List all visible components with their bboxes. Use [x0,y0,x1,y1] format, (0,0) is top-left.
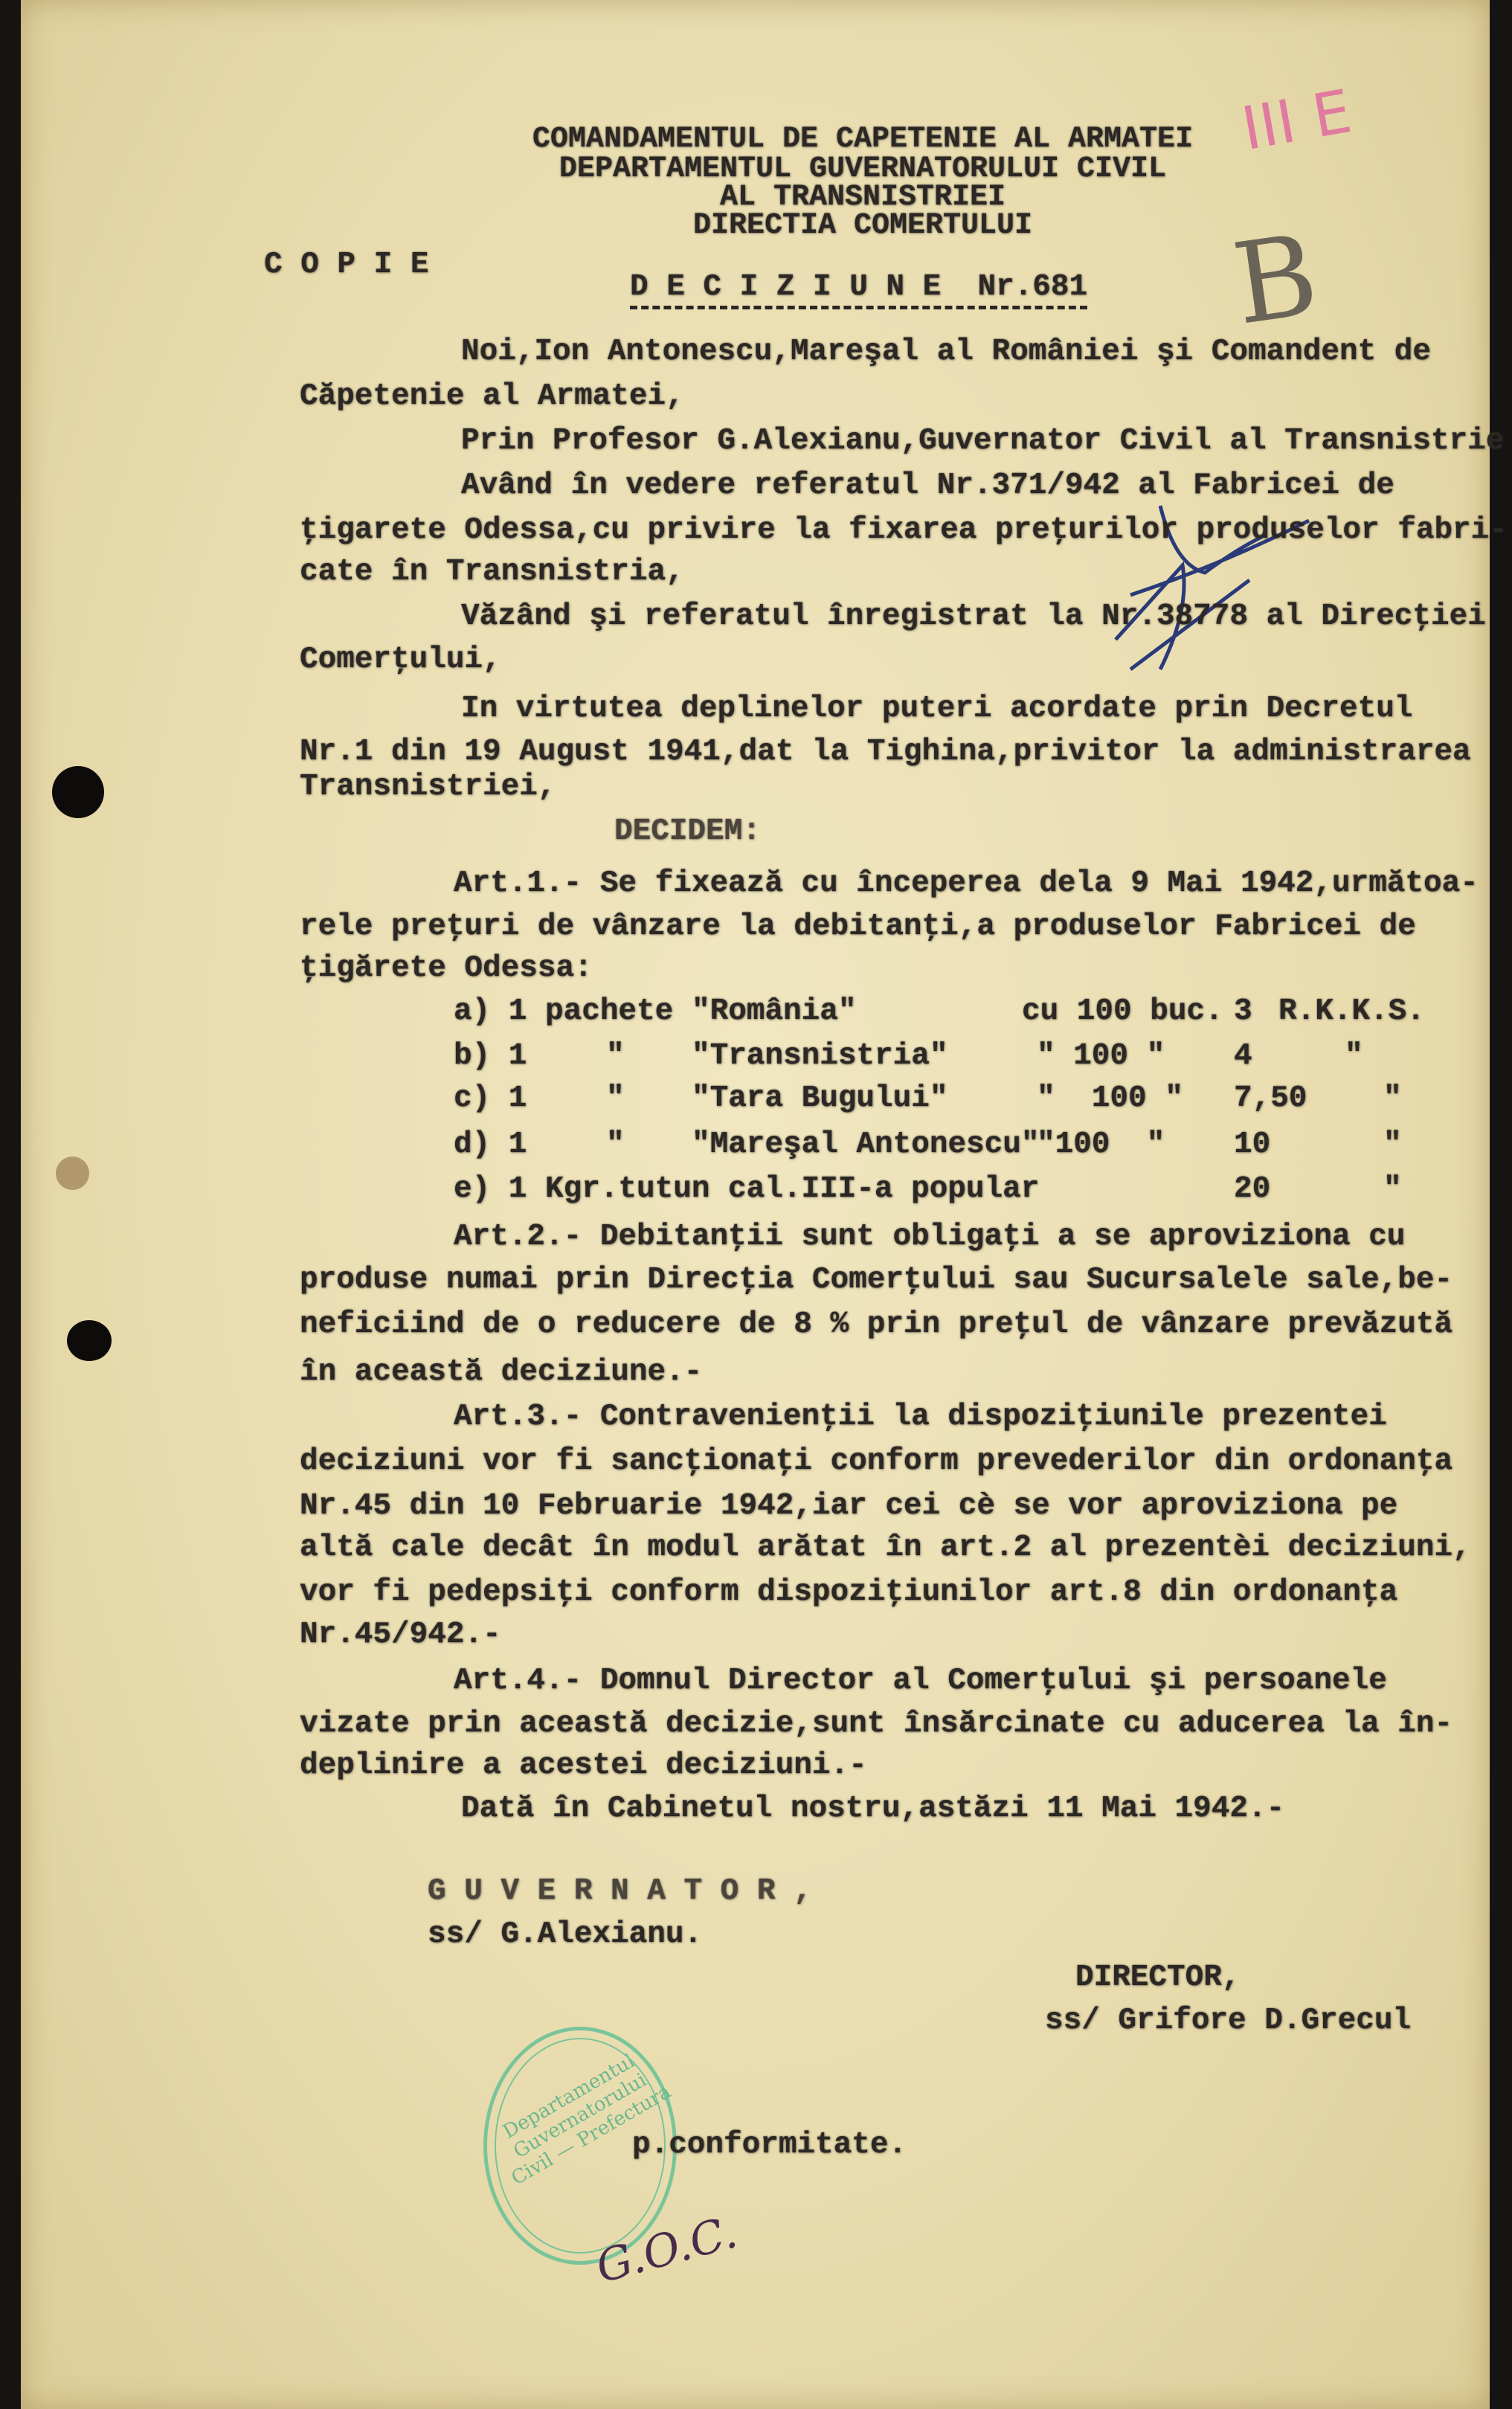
item-label: a) 1 pachete [454,994,674,1029]
item-qty: "100 " [1037,1128,1165,1162]
item-unit: " [1383,1081,1402,1116]
conformity-note: p.conformitate. [632,2128,907,2162]
article-2-line: Art.2.- Debitanţii sunt obligaţi a se aproviziona cu [454,1220,1406,1254]
item-unit: R.K.K.S. [1278,994,1425,1029]
item-label: d) 1 [454,1128,527,1162]
closing-line: Dată în Cabinetul nostru,astăzi 11 Mai 1942.- [461,1792,1285,1826]
item-name: "Tara Bugului" [692,1081,948,1116]
handwritten-mark-pencil: B [1226,210,1325,350]
item-unit: " [1345,1039,1363,1073]
body-line: Având în vedere referatul Nr.371/942 al Fabricei de [461,469,1394,503]
header-line: DEPARTAMENTUL GUVERNATORULUI CIVIL [559,152,1167,186]
header-line: DIRECTIA COMERTULUI [692,209,1033,242]
article-3-line: altă cale decât în modul arătat în art.2 al prezentèi deciziuni, [300,1531,1471,1565]
body-line: Transnistriei, [300,770,556,804]
handwritten-mark-pink: III E [1237,76,1357,164]
article-1-line: Art.1.- Se fixează cu începerea dela 9 Mai 1942,următoa- [454,866,1479,901]
item-label: b) 1 [454,1039,527,1073]
body-line: In virtutea deplinelor puteri acordate prin Decretul [461,692,1413,726]
body-line: Văzând şi referatul înregistrat la Nr.38778 al Direcţiei [461,599,1486,634]
item-qty: " 100 " [1037,1081,1183,1116]
item-name: "România" [692,994,857,1029]
body-line: cate în Transnistria, [300,555,684,589]
document-title: D E C I Z I U N E Nr.681 [630,272,1087,309]
item-name: "Mareşal Antonescu" [692,1128,1040,1162]
article-3-line: Nr.45 din 10 Februarie 1942,iar cei cè se vor aproviziona pe [300,1489,1398,1523]
body-line: Căpetenie al Armatei, [300,379,684,414]
article-1-line: ţigărete Odessa: [300,951,593,985]
stamp-text: Departamentul Guvernatorului Civil — Prefectura [499,2050,675,2190]
item-ditto: " [606,1128,625,1162]
item-qty: cu 100 buc. [1022,994,1223,1029]
article-4-line: deplinire a acestei deciziuni.- [300,1749,867,1783]
copy-label: C O P I E [264,248,429,282]
governor-signature: ss/ G.Alexianu. [428,1917,703,1952]
article-3-line: vor fi pedepsiţi conform dispoziţiunilor art.8 din ordonanţa [300,1575,1398,1609]
body-line: Prin Profesor G.Alexianu,Guvernator Civil al Transnistrie [461,424,1505,458]
director-title: DIRECTOR, [1075,1961,1241,1995]
item-price: 10 [1234,1128,1271,1162]
item-ditto: " [606,1039,625,1073]
article-2-line: neficiind de o reducere de 8 % prin preţul de vânzare prevăzută [300,1308,1453,1342]
director-signature: ss/ Grifore D.Grecul [1045,2004,1412,2038]
item-price: 7,50 [1234,1081,1307,1116]
item-ditto: " [606,1081,625,1116]
item-label: e) 1 Kgr.tutun cal.III-a popular [454,1172,1040,1206]
item-price: 3 [1234,994,1252,1029]
article-1-line: rele preţuri de vânzare la debitanţi,a produselor Fabricei de [300,910,1416,944]
governor-title: G U V E R N A T O R , [428,1874,812,1908]
item-price: 4 [1234,1039,1252,1073]
header-line: AL TRANSNISTRIEI [719,181,1006,214]
article-3-line: Nr.45/942.- [300,1618,501,1652]
article-3-line: deciziuni vor fi sancţionaţi conform prevederilor din ordonanţa [300,1444,1453,1479]
handwritten-initials: G.O.C. [591,2206,743,2294]
article-2-line: în această deciziune.- [300,1355,703,1389]
item-name: "Transnistria" [692,1039,948,1073]
item-unit: " [1383,1172,1402,1206]
item-qty: " 100 " [1037,1039,1165,1073]
article-3-line: Art.3.- Contravenienţii la dispoziţiunile prezentei [454,1400,1387,1434]
body-line: Comerţului, [300,643,501,677]
decidem-heading: DECIDEM: [614,814,761,849]
article-4-line: vizate prin această decizie,sunt însărcinate cu aducerea la în- [300,1707,1453,1741]
item-label: c) 1 [454,1081,527,1116]
body-line: Noi,Ion Antonescu,Mareşal al României şi Comandent de [461,335,1432,369]
article-2-line: produse numai prin Direcţia Comerţului sau Sucursalele sale,be- [300,1263,1453,1297]
article-4-line: Art.4.- Domnul Director al Comerţului şi persoanele [454,1664,1387,1698]
header-line: COMANDAMENTUL DE CAPETENIE AL ARMATEI [532,123,1194,156]
item-unit: " [1383,1128,1402,1162]
body-line: Nr.1 din 19 August 1941,dat la Tighina,privitor la administrarea [300,735,1471,769]
body-line: ţigarete Odessa,cu privire la fixarea preţurilor produselor fabri- [300,513,1508,547]
item-price: 20 [1234,1172,1271,1206]
